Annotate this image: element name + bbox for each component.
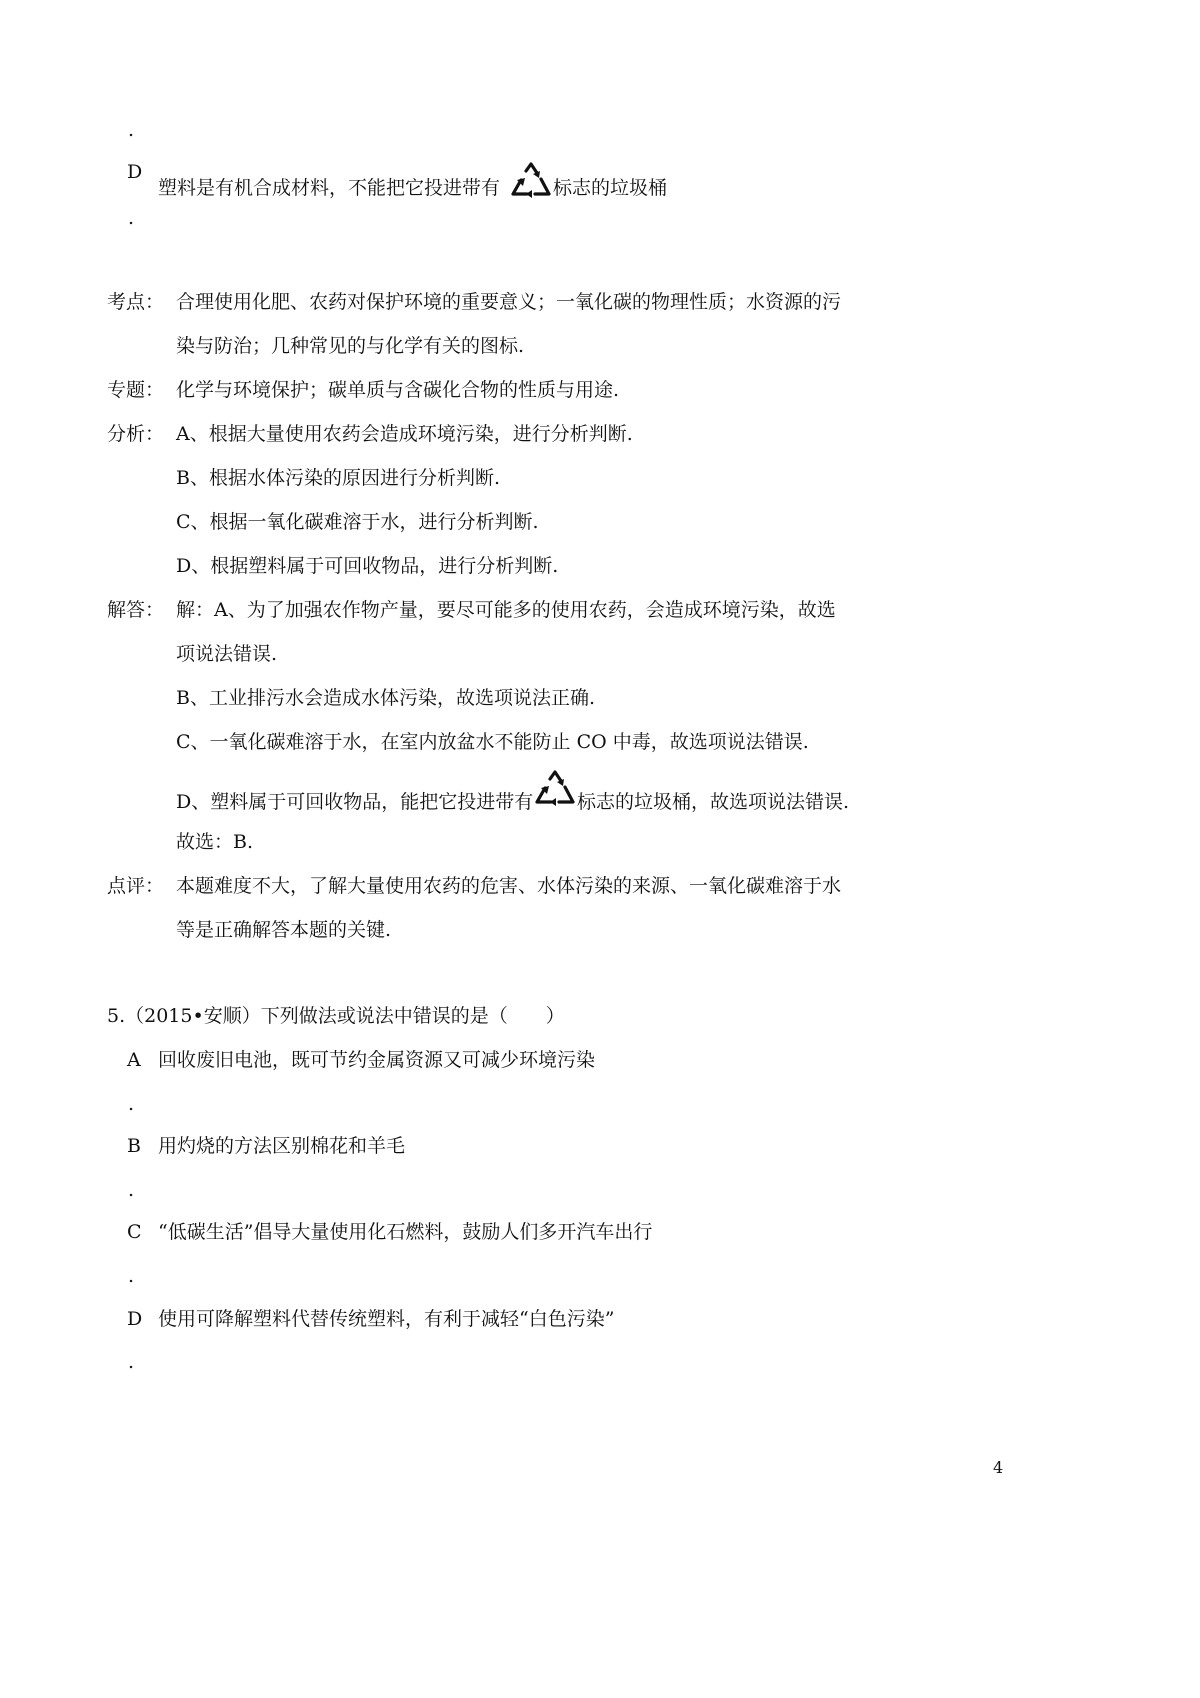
option-b-dot: . [128,1179,135,1201]
zhuanti-text: 化学与环境保护；碳单质与含碳化合物的性质与用途. [176,379,620,401]
option-a-text: 回收废旧电池，既可节约金属资源又可减少环境污染 [158,1049,596,1071]
jieda-label: 解答： [107,599,165,621]
fenxi-b: B、根据水体污染的原因进行分析判断. [176,467,501,489]
page-number: 4 [993,1458,1004,1477]
fenxi-label: 分析： [107,423,165,445]
kaodian-line2: 染与防治；几种常见的与化学有关的图标. [176,335,525,357]
option-c-dot: . [128,119,135,141]
option-a-letter: A [127,1049,141,1071]
option-d-text-after: 标志的垃圾桶 [553,177,668,199]
fenxi-d: D、根据塑料属于可回收物品，进行分析判断. [176,555,559,577]
jieda-choice: 故选：B. [176,831,254,853]
option-c-dot: . [128,1265,135,1287]
option-d-text-before: 塑料是有机合成材料，不能把它投进带有 [158,177,501,199]
question-5-stem: 5.（2015•安顺）下列做法或说法中错误的是（ ） [107,1005,565,1027]
option-d-dot: . [128,1351,135,1373]
option-c-letter: C [127,1221,142,1243]
fenxi-a: A、根据大量使用农药会造成环境污染，进行分析判断. [176,423,633,445]
jieda-a1: 解：A、为了加强农作物产量，要尽可能多的使用农药，会造成环境污染，故选 [176,599,836,621]
jieda-d-after: 标志的垃圾桶，故选项说法错误. [577,791,850,813]
kaodian-label: 考点： [107,291,165,313]
option-b-text: 用灼烧的方法区别棉花和羊毛 [158,1135,406,1157]
recycle-triangle-icon [511,162,551,198]
dianping-line2: 等是正确解答本题的关键. [176,919,392,941]
zhuanti-label: 专题： [107,379,165,401]
jieda-d-before: D、塑料属于可回收物品，能把它投进带有 [176,791,534,813]
dianping-label: 点评： [107,875,165,897]
option-d-text: 使用可降解塑料代替传统塑料，有利于减轻“白色污染” [158,1308,615,1330]
jieda-a2: 项说法错误. [176,643,278,665]
option-c-text: “低碳生活”倡导大量使用化石燃料，鼓励人们多开汽车出行 [158,1221,653,1243]
fenxi-c: C、根据一氧化碳难溶于水，进行分析判断. [176,511,539,533]
jieda-b: B、工业排污水会造成水体污染，故选项说法正确. [176,687,596,709]
dianping-line1: 本题难度不大，了解大量使用农药的危害、水体污染的来源、一氧化碳难溶于水 [176,875,842,897]
option-d-dot: . [128,207,135,229]
jieda-c: C、一氧化碳难溶于水，在室内放盆水不能防止 CO 中毒，故选项说法错误. [176,731,809,753]
option-b-letter: B [127,1135,141,1157]
option-d-letter: D [127,1308,143,1330]
option-d-letter: D [127,161,143,183]
recycle-triangle-icon [535,770,575,806]
option-a-dot: . [128,1093,135,1115]
kaodian-line1: 合理使用化肥、农药对保护环境的重要意义；一氧化碳的物理性质；水资源的污 [176,291,842,313]
